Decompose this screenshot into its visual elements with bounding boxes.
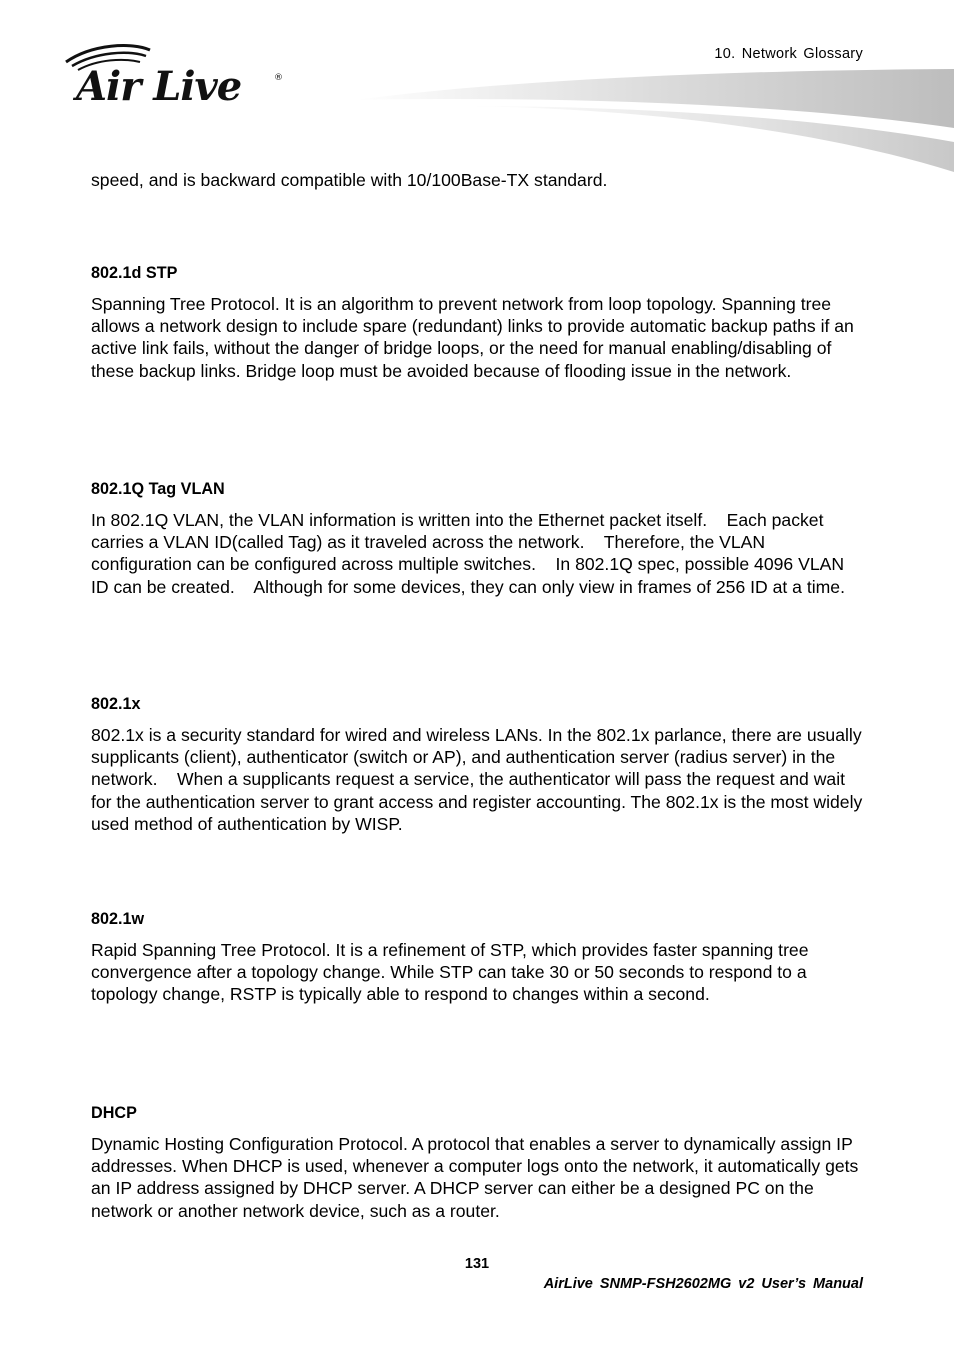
entry-definition: Spanning Tree Protocol. It is an algorithm to prevent network from loop topology. Spanning tree allows a network design to include spare (redundant) links to provide automatic backup paths if an active link fails, without the danger of bridge loops, or the need for manual enabling/disabling of these backup links. Bridge loop must be avoided because of flooding issue in the network. <box>91 294 854 381</box>
glossary-entry <box>91 1103 866 1222</box>
entry-term: 802.1x <box>91 695 141 713</box>
entry-term: 802.1Q Tag VLAN <box>91 480 225 498</box>
entry-term: 802.1w <box>91 910 145 928</box>
logo-wordmark: Air Live <box>76 63 242 110</box>
svg-text:®: ® <box>274 73 283 83</box>
entry-definition: Dynamic Hosting Configuration Protocol. A protocol that enables a server to dynamically assign IP addresses. When DHCP is used, whenever a computer logs onto the network, it automatically gets an IP address assigned by DHCP server. A DHCP server can either be a designed PC on the network or another network device, such as a router. <box>91 1134 859 1221</box>
page-number: 131 <box>464 1256 490 1272</box>
entry-term: 802.1d STP <box>91 264 178 282</box>
continuation-text: speed, and is backward compatible with 10/100Base-TX standard. <box>91 170 608 190</box>
glossary-entry <box>91 694 866 835</box>
entry-term: DHCP <box>91 1104 137 1122</box>
entry-definition: In 802.1Q VLAN, the VLAN information is written into the Ethernet packet itself. Each packet carries a VLAN ID(called Tag) as it traveled across the network. Therefore, the VLAN configuration can be configured across multiple switches. In 802.1Q spec, possible 4096 VLAN ID can be created. Although for some devices, they can only view in frames of 256 ID at a time. <box>91 510 849 597</box>
glossary-entry <box>91 479 866 598</box>
entry-definition: 802.1x is a security standard for wired and wireless LANs. In the 802.1x parlance, there are usually supplicants (client), authenticator (switch or AP), and authentication server (radius server) in the network. When a supplicants request a service, the authenticator will pass the request and wait for the authentication server to grant access and register accounting. The 802.1x is the most widely used method of authentication by WISP. <box>91 725 868 834</box>
page-header <box>0 0 954 180</box>
entry-definition: Rapid Spanning Tree Protocol. It is a refinement of STP, which provides faster spanning tree convergence after a topology change. While STP can take 30 or 50 seconds to respond to a topology change, RSTP is typically able to respond to changes within a second. <box>91 940 809 1005</box>
manual-title: AirLive SNMP-FSH2602MG v2 User’s Manual <box>543 1276 863 1292</box>
airlive-logo <box>62 40 292 110</box>
glossary-entry <box>91 909 866 1006</box>
chapter-title: 10. Network Glossary <box>714 46 863 62</box>
glossary-entry <box>91 263 866 382</box>
